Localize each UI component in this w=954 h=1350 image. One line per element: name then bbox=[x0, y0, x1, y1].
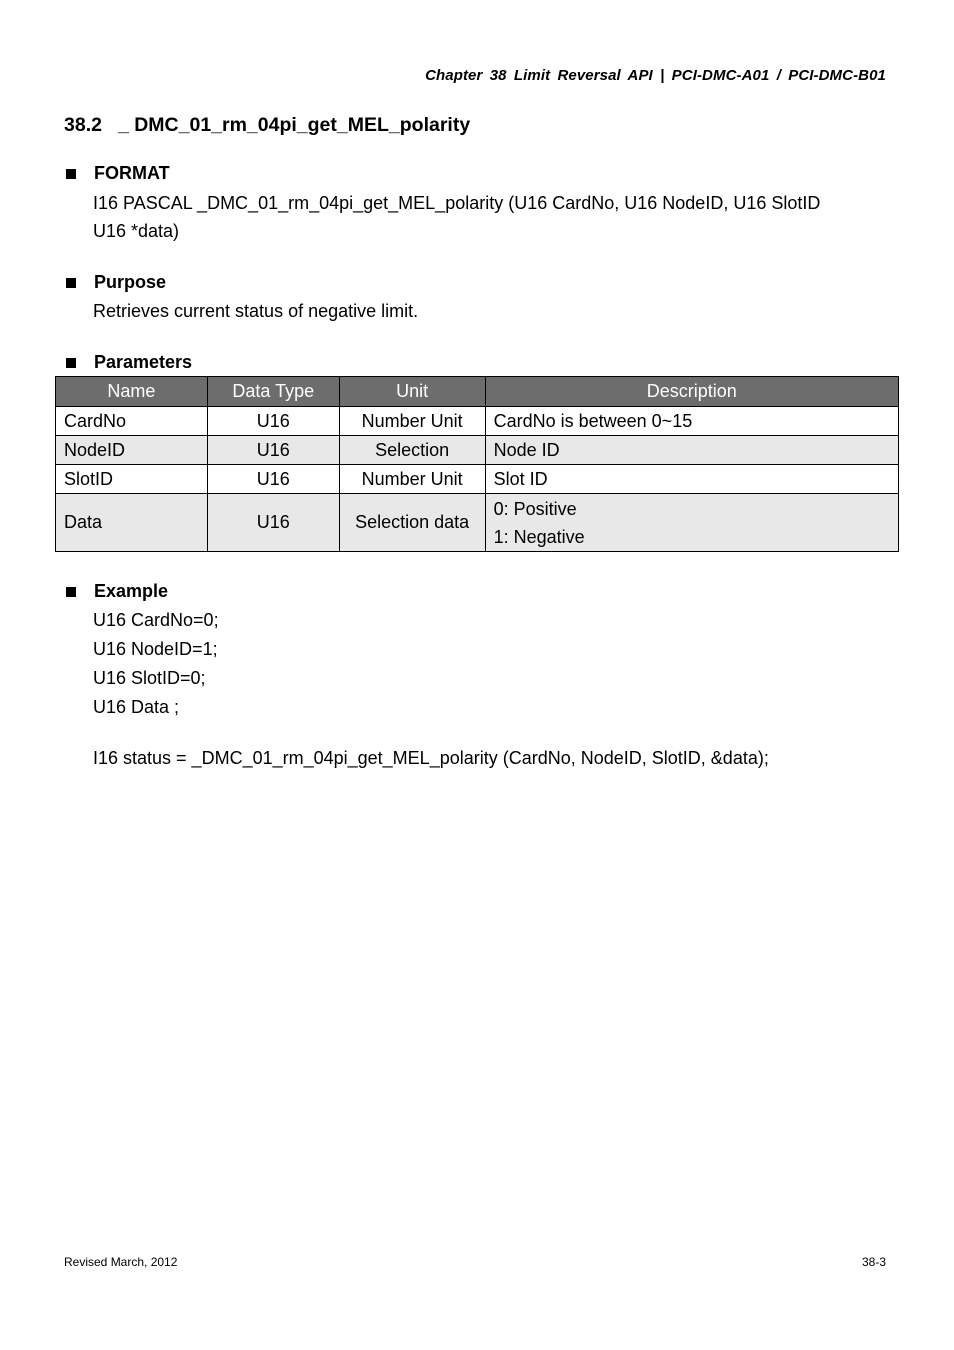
table-header-row bbox=[56, 377, 899, 407]
bullet-square-icon bbox=[66, 278, 76, 288]
param-unit: Selection data bbox=[339, 494, 485, 552]
param-type: U16 bbox=[207, 465, 339, 494]
code-line: U16 Data ; bbox=[93, 697, 180, 717]
bullet-square-icon bbox=[66, 587, 76, 597]
param-type: U16 bbox=[207, 436, 339, 465]
code-line: U16 SlotID=0; bbox=[93, 668, 206, 688]
purpose-heading bbox=[64, 272, 166, 293]
format-signature bbox=[93, 189, 820, 245]
example-call: I16 status = _DMC_01_rm_04pi_get_MEL_polarity (CardNo, NodeID, SlotID, &data); bbox=[93, 748, 769, 768]
parameters-table bbox=[55, 376, 899, 552]
param-unit: Number Unit bbox=[339, 407, 485, 436]
table-row bbox=[56, 407, 899, 436]
param-description bbox=[485, 494, 898, 552]
param-description: CardNo is between 0~15 bbox=[485, 407, 898, 436]
param-type: U16 bbox=[207, 407, 339, 436]
format-heading bbox=[64, 163, 170, 184]
description-line: 0: Positive bbox=[493, 498, 577, 519]
parameters-heading-label: Parameters bbox=[94, 352, 193, 372]
section-title bbox=[64, 114, 470, 137]
section-function-name: _ DMC_01_rm_04pi_get_MEL_polarity bbox=[117, 114, 471, 136]
param-name: Data bbox=[56, 494, 208, 552]
example-heading bbox=[64, 581, 168, 602]
bullet-square-icon bbox=[66, 358, 76, 368]
param-unit: Selection bbox=[339, 436, 485, 465]
code-line: U16 NodeID=1; bbox=[93, 639, 218, 659]
bullet-square-icon bbox=[66, 169, 76, 179]
param-description: Slot ID bbox=[485, 465, 898, 494]
purpose-heading-label: Purpose bbox=[94, 272, 167, 292]
example-code bbox=[93, 606, 219, 722]
table-row bbox=[56, 494, 899, 552]
param-unit: Number Unit bbox=[339, 465, 485, 494]
purpose-text: Retrieves current status of negative limit. bbox=[93, 301, 419, 321]
param-name: CardNo bbox=[56, 407, 208, 436]
column-header: Unit bbox=[339, 377, 485, 407]
param-description: Node ID bbox=[485, 436, 898, 465]
column-header: Data Type bbox=[207, 377, 339, 407]
description-line: 1: Negative bbox=[493, 526, 585, 547]
param-type: U16 bbox=[207, 494, 339, 552]
footer-page-number: 38-3 bbox=[861, 1255, 886, 1269]
column-header: Name bbox=[56, 377, 208, 407]
column-header: Description bbox=[485, 377, 898, 407]
format-line-2: U16 *data) bbox=[93, 221, 180, 241]
footer-revision: Revised March, 2012 bbox=[64, 1255, 178, 1269]
section-number: 38.2 bbox=[64, 114, 102, 136]
code-line: U16 CardNo=0; bbox=[93, 610, 219, 630]
format-heading-label: FORMAT bbox=[94, 163, 170, 183]
format-line-1: I16 PASCAL _DMC_01_rm_04pi_get_MEL_polarity (U16 CardNo, U16 NodeID, U16 SlotID bbox=[93, 193, 821, 213]
table-row bbox=[56, 465, 899, 494]
running-header: Chapter 38 Limit Reversal API | PCI-DMC-A01 / PCI-DMC-B01 bbox=[425, 67, 886, 84]
parameters-heading bbox=[64, 352, 192, 373]
table-row bbox=[56, 436, 899, 465]
param-name: SlotID bbox=[56, 465, 208, 494]
example-heading-label: Example bbox=[94, 581, 169, 601]
param-name: NodeID bbox=[56, 436, 208, 465]
